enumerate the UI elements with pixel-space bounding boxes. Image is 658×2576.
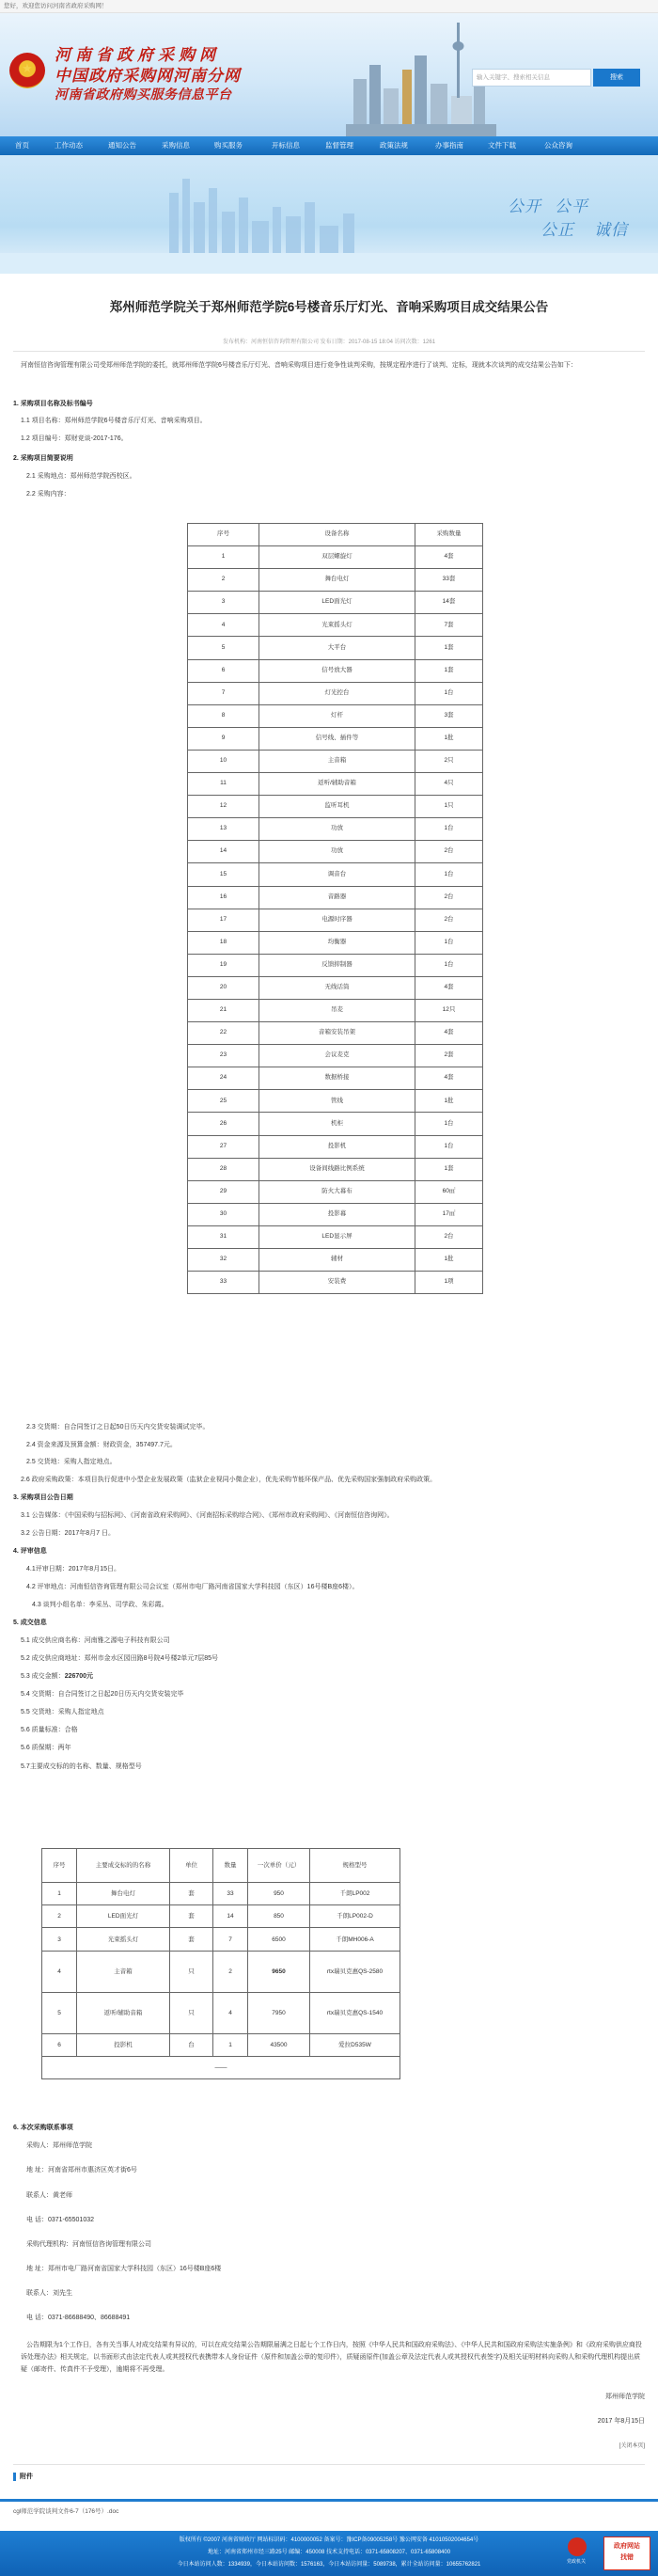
announcement-media: 3.1 公告媒体：《中国采购与招标网》、《河南省政府采购网》、《河南招标采购综合网》、《郑州市政府采购网》、《河南恒信咨询网》。 — [21, 1512, 394, 1519]
equipment-cell: 4套 — [415, 1022, 483, 1045]
delivery-period: 2.3 交货期：自合同签订之日起50日历天内交货安装调试完毕。 — [26, 1424, 210, 1430]
equipment-header-cell: 采购数量 — [415, 524, 483, 546]
equipment-cell: 4套 — [415, 1067, 483, 1090]
top-welcome-bar — [0, 0, 658, 13]
equipment-header-cell: 序号 — [188, 524, 259, 546]
award-amount-value: 226700元 — [64, 1673, 94, 1680]
org-title-line1: 河南省政府采购网 — [55, 46, 220, 65]
award-cell: 2 — [42, 1905, 77, 1928]
award-header-cell: 主要成交标的的名称 — [77, 1849, 170, 1883]
equipment-cell: 12 — [188, 796, 259, 818]
equipment-cell: 30 — [188, 1203, 259, 1225]
footer-address: 地址：河南省郑州市经三路25号 邮编：450008 技术支持电话：0371-65808207、0371-65808400 — [207, 2550, 451, 2555]
equipment-cell: 16 — [188, 886, 259, 909]
award-cell: 千朗MH006-A — [310, 1928, 400, 1952]
equipment-table-row — [188, 886, 483, 909]
equipment-cell: 防火大幕布 — [259, 1180, 415, 1203]
equipment-table-row — [188, 1135, 483, 1158]
equipment-table-header — [188, 524, 483, 546]
equipment-cell: 监听耳机 — [259, 796, 415, 818]
project-number: 1.2 项目编号：郑财竞谈-2017-176。 — [21, 435, 128, 442]
search-button[interactable]: 搜索 — [593, 69, 640, 87]
award-cell: 台 — [170, 2034, 213, 2057]
nav-policies[interactable]: 政策法规 — [380, 141, 408, 150]
equipment-table — [187, 523, 483, 1294]
equipment-cell: 音路器 — [259, 886, 415, 909]
award-cell: 4 — [42, 1952, 77, 1993]
equipment-table-row — [188, 931, 483, 954]
attach-divider — [13, 2464, 645, 2465]
award-cell: 千朗LP002 — [310, 1883, 400, 1905]
slogan-open: 公开 — [508, 198, 541, 216]
equipment-cell: 28 — [188, 1158, 259, 1180]
award-table-row — [42, 1905, 400, 1928]
equipment-cell: 音箱安装吊架 — [259, 1022, 415, 1045]
gov-site-label: 政府网站 — [614, 2543, 640, 2550]
agency-phone: 电 话：0371-86688490、86688491 — [26, 2315, 131, 2321]
award-cell: 1 — [213, 2034, 248, 2057]
equipment-cell: 32 — [188, 1249, 259, 1272]
equipment-table-row — [188, 818, 483, 841]
equipment-table-row — [188, 750, 483, 772]
equipment-cell: 吊麦 — [259, 999, 415, 1021]
org-title-line3: 河南省政府购买服务信息平台 — [55, 87, 232, 103]
equipment-cell: 1套 — [415, 1158, 483, 1180]
equipment-cell: 2只 — [415, 750, 483, 772]
award-cell: 2 — [213, 1952, 248, 1993]
signature-date: 2017 年8月15日 — [597, 2418, 645, 2425]
equipment-table-row — [188, 637, 483, 659]
budget: 2.4 资金来源及预算金额：财政资金，357497.7元。 — [26, 1442, 177, 1448]
signature-org: 郑州师范学院 — [605, 2394, 645, 2400]
award-delivery-place: 5.5 交货地：采购人指定地点 — [21, 1709, 104, 1715]
closing-notice: 公告期限为1个工作日，各有关当事人对成交结果有异议的，可以在成交结果公告期限届满之日起七个工作日内，按照《中华人民共和国政府采购法》、《中华人民共和国政府采购法实施条例》和《政府采购供应商投诉处理办法》相关规定，以书面形式由法定代表人或其授权代表携带本人身份证件（原件和加盖公章的复印件），质疑函原件(加盖公章及法定代表人或其授权代表签字)及相关证明材料向采购人和采购代理机构提出质疑（邮寄件、传真件不予受理），逾期将不再受理。 — [21, 2342, 642, 2373]
equipment-cell: 60㎡ — [415, 1180, 483, 1203]
award-cell: 6500 — [248, 1928, 310, 1952]
equipment-cell: 舞台电灯 — [259, 569, 415, 592]
supplier-address: 5.2 成交供应商地址：郑州市金水区园田路8号院4号楼2单元7层85号 — [21, 1655, 219, 1662]
quality-standard: 5.6 质量标准：合格 — [21, 1727, 78, 1733]
award-footer-cell: —— — [42, 2057, 400, 2079]
supplier-name: 5.1 成交供应商名称：河南雅之源电子科技有限公司 — [21, 1637, 170, 1644]
award-table-row — [42, 1883, 400, 1905]
equipment-table-row — [188, 569, 483, 592]
warranty: 5.6 质保期：两年 — [21, 1745, 71, 1751]
award-cell: 投影机 — [77, 2034, 170, 2057]
award-table-row — [42, 2034, 400, 2057]
equipment-table-row — [188, 976, 483, 999]
award-header-cell: 规格型号 — [310, 1849, 400, 1883]
equipment-cell: 无线话筒 — [259, 976, 415, 999]
project-name: 1.1 项目名称：郑州师范学院6号楼音乐厅灯光、音响采购项目。 — [21, 418, 207, 424]
main-nav — [0, 136, 658, 155]
close-page-link[interactable]: [关闭本页] — [619, 2443, 645, 2449]
award-table-row — [42, 1952, 400, 1993]
equipment-cell: 1批 — [415, 1090, 483, 1113]
equipment-cell: 1批 — [415, 1249, 483, 1272]
award-table-footer — [42, 2057, 400, 2079]
equipment-cell: 19 — [188, 954, 259, 976]
award-cell: rtx瑞贝克惠QS-2580 — [310, 1952, 400, 1993]
equipment-table-row — [188, 727, 483, 750]
award-delivery: 5.4 交货期：自合同签订之日起20日历天内交货安装完毕 — [21, 1691, 184, 1698]
award-cell: 返听/辅助音箱 — [77, 1993, 170, 2034]
equipment-cell: 设备间线路比例系统 — [259, 1158, 415, 1180]
delivery-place: 2.5 交货地：采购人指定地点。 — [26, 1459, 117, 1465]
award-cell: 5 — [42, 1993, 77, 2034]
slogan-honest: 诚信 — [594, 221, 628, 240]
award-cell: 4 — [213, 1993, 248, 2034]
award-cell: 套 — [170, 1928, 213, 1952]
equipment-table-row — [188, 546, 483, 569]
attachment-heading: 附件 — [13, 2473, 33, 2481]
equipment-table-row — [188, 954, 483, 976]
title-divider — [13, 351, 645, 352]
award-cell: 950 — [248, 1883, 310, 1905]
equipment-table-row — [188, 1067, 483, 1090]
equipment-table-row — [188, 1158, 483, 1180]
procurement-location: 2.1 采购地点：郑州师范学院西校区。 — [26, 473, 136, 480]
equipment-cell: 17㎡ — [415, 1203, 483, 1225]
equipment-cell: 1 — [188, 546, 259, 569]
article-meta: 发布机构：河南恒信咨询管理有限公司 发布日期：2017-08-15 18:04 访问次数：1261 — [222, 340, 436, 345]
emblem-star-icon: ★ — [22, 61, 33, 75]
award-header-cell: 序号 — [42, 1849, 77, 1883]
award-cell: 光束摇头灯 — [77, 1928, 170, 1952]
equipment-cell: 2套 — [415, 1045, 483, 1067]
equipment-cell: 4 — [188, 614, 259, 637]
equipment-cell: 3 — [188, 592, 259, 614]
party-gov-badge-icon — [568, 2537, 587, 2556]
agency-name: 采购代理机构：河南恒信咨询管理有限公司 — [26, 2241, 151, 2248]
equipment-table-row — [188, 659, 483, 682]
equipment-table-row — [188, 1180, 483, 1203]
equipment-cell: 31 — [188, 1225, 259, 1248]
equipment-table-row — [188, 1090, 483, 1113]
org-title-line2: 中国政府采购网河南分网 — [55, 67, 241, 86]
equipment-cell: 23 — [188, 1045, 259, 1067]
equipment-cell: 1台 — [415, 863, 483, 886]
equipment-cell: 14 — [188, 841, 259, 863]
equipment-table-row — [188, 841, 483, 863]
equipment-cell: 21 — [188, 999, 259, 1021]
equipment-table-row — [188, 1272, 483, 1294]
equipment-cell: LED显示屏 — [259, 1225, 415, 1248]
equipment-cell: 1台 — [415, 682, 483, 704]
equipment-cell: 2 — [188, 569, 259, 592]
equipment-cell: 13 — [188, 818, 259, 841]
equipment-cell: 1台 — [415, 818, 483, 841]
slogan-fair: 公平 — [555, 198, 588, 216]
award-cell: 爱拉D535W — [310, 2034, 400, 2057]
equipment-cell: 10 — [188, 750, 259, 772]
buyer-name: 采购人：郑州师范学院 — [26, 2142, 92, 2149]
equipment-table-row — [188, 796, 483, 818]
award-table-header — [42, 1849, 400, 1883]
buyer-phone: 电 话：0371-65501032 — [26, 2217, 94, 2223]
award-items-label: 5.7主要成交标的的名称、数量、规格型号 — [21, 1763, 142, 1770]
award-cell: 套 — [170, 1905, 213, 1928]
attachment-bar — [0, 2499, 658, 2502]
equipment-cell: 1批 — [415, 727, 483, 750]
buyer-address: 地 址：河南省郑州市惠济区英才街6号 — [26, 2167, 137, 2173]
negotiation-panel: 4.3 谈判小组名单：李采丛、司学政、朱彩霞。 — [32, 1602, 168, 1608]
award-cell: 14 — [213, 1905, 248, 1928]
nav-supervision[interactable]: 监督管理 — [325, 141, 353, 150]
award-cell: 7950 — [248, 1993, 310, 2034]
equipment-cell: 返听/辅助音箱 — [259, 773, 415, 796]
equipment-table-row — [188, 1022, 483, 1045]
equipment-cell: 20 — [188, 976, 259, 999]
equipment-cell: 24 — [188, 1067, 259, 1090]
equipment-cell: 双层螺旋灯 — [259, 546, 415, 569]
equipment-cell: 7套 — [415, 614, 483, 637]
award-cell: 9650 — [248, 1952, 310, 1993]
equipment-cell: 辅材 — [259, 1249, 415, 1272]
section-1-heading: 1. 采购项目名称及标书编号 — [13, 401, 93, 407]
equipment-cell: 均衡器 — [259, 931, 415, 954]
award-cell: LED面光灯 — [77, 1905, 170, 1928]
equipment-cell: 9 — [188, 727, 259, 750]
equipment-table-row — [188, 682, 483, 704]
equipment-cell: 管线 — [259, 1090, 415, 1113]
equipment-cell: 22 — [188, 1022, 259, 1045]
section-5-heading: 5. 成交信息 — [13, 1620, 47, 1626]
equipment-cell: 功放 — [259, 841, 415, 863]
hero-banner — [0, 155, 658, 274]
equipment-cell: LED面光灯 — [259, 592, 415, 614]
equipment-cell: 主音箱 — [259, 750, 415, 772]
equipment-cell: 4套 — [415, 976, 483, 999]
equipment-cell: 投影幕 — [259, 1203, 415, 1225]
section-3-heading: 3. 采购项目公告日期 — [13, 1494, 73, 1501]
equipment-table-row — [188, 1045, 483, 1067]
award-cell: 舞台电灯 — [77, 1883, 170, 1905]
equipment-cell: 1套 — [415, 659, 483, 682]
equipment-table-row — [188, 1113, 483, 1135]
equipment-cell: 27 — [188, 1135, 259, 1158]
equipment-cell: 29 — [188, 1180, 259, 1203]
equipment-table-row — [188, 909, 483, 931]
equipment-cell: 1台 — [415, 1113, 483, 1135]
award-cell: 7 — [213, 1928, 248, 1952]
equipment-cell: 4套 — [415, 546, 483, 569]
equipment-cell: 信号线、插件等 — [259, 727, 415, 750]
award-cell: 只 — [170, 1993, 213, 2034]
equipment-cell: 15 — [188, 863, 259, 886]
award-table-row — [42, 1993, 400, 2034]
equipment-cell: 33 — [188, 1272, 259, 1294]
equipment-table-row — [188, 773, 483, 796]
award-items-table — [41, 1848, 400, 2079]
equipment-cell: 1只 — [415, 796, 483, 818]
equipment-cell: 反馈抑制器 — [259, 954, 415, 976]
procurement-policy: 2.6 政府采购政策：本项目执行促进中小型企业发展政策（监狱企业视同小微企业），优先采购节能环保产品、优先采购国家强制政府采购政策。 — [21, 1477, 437, 1483]
slogan-just: 公正 — [540, 221, 574, 240]
nav-procurement-info[interactable]: 采购信息 — [162, 141, 190, 150]
page-title: 郑州师范学院关于郑州师范学院6号楼音乐厅灯光、音响采购项目成交结果公告 — [109, 300, 549, 314]
agency-contact: 联系人：刘先生 — [26, 2290, 72, 2297]
equipment-cell: 2台 — [415, 1225, 483, 1248]
announcement-date: 3.2 公告日期：2017年8月7 日。 — [21, 1530, 115, 1537]
equipment-cell: 1项 — [415, 1272, 483, 1294]
equipment-cell: 26 — [188, 1113, 259, 1135]
equipment-table-row — [188, 863, 483, 886]
award-cell: 850 — [248, 1905, 310, 1928]
equipment-cell: 5 — [188, 637, 259, 659]
review-location: 4.2 评审地点：河南恒信咨询管理有限公司会议室（郑州市电厂路河南省国家大学科技园（东区）16号楼B座6楼）。 — [26, 1584, 359, 1590]
equipment-cell: 18 — [188, 931, 259, 954]
equipment-cell: 2台 — [415, 841, 483, 863]
award-cell: 6 — [42, 2034, 77, 2057]
equipment-cell: 信号放大器 — [259, 659, 415, 682]
award-amount — [21, 1672, 93, 1681]
equipment-table-row — [188, 614, 483, 637]
equipment-table-row — [188, 999, 483, 1021]
site-footer — [0, 2531, 658, 2576]
equipment-cell: 4只 — [415, 773, 483, 796]
award-header-cell: 单位 — [170, 1849, 213, 1883]
equipment-cell: 8 — [188, 704, 259, 727]
nav-home[interactable]: 首页 — [15, 141, 29, 150]
find-error-label: 找错 — [620, 2554, 634, 2561]
equipment-cell: 数据桥接 — [259, 1067, 415, 1090]
equipment-cell: 33套 — [415, 569, 483, 592]
party-gov-badge-text: 党政机关 — [566, 2559, 586, 2565]
award-cell: 套 — [170, 1883, 213, 1905]
equipment-cell: 17 — [188, 909, 259, 931]
award-header-cell: 数量 — [213, 1849, 248, 1883]
nav-guide[interactable]: 办事指南 — [435, 141, 463, 150]
header-banner — [0, 13, 658, 136]
equipment-cell: 3套 — [415, 704, 483, 727]
equipment-cell: 2台 — [415, 886, 483, 909]
award-cell: 千朗LP002-D — [310, 1905, 400, 1928]
procurement-content-label: 2.2 采购内容： — [26, 491, 70, 498]
gov-site-error-badge[interactable] — [603, 2536, 650, 2570]
award-cell: 主音箱 — [77, 1952, 170, 1993]
award-header-cell: 一次单价（元） — [248, 1849, 310, 1883]
equipment-cell: 灯杆 — [259, 704, 415, 727]
equipment-table-row — [188, 1249, 483, 1272]
nav-bid-opening[interactable]: 开标信息 — [272, 141, 300, 150]
equipment-cell: 光束摇头灯 — [259, 614, 415, 637]
review-date: 4.1评审日期：2017年8月15日。 — [26, 1566, 120, 1572]
equipment-cell: 1台 — [415, 1135, 483, 1158]
agency-address: 地 址：郑州市电厂路河南省国家大学科技园（东区）16号楼B座6楼 — [26, 2266, 222, 2272]
equipment-header-cell: 设备名称 — [259, 524, 415, 546]
award-cell: 只 — [170, 1952, 213, 1993]
equipment-table-row — [188, 1225, 483, 1248]
equipment-cell: 会议麦克 — [259, 1045, 415, 1067]
equipment-cell: 投影机 — [259, 1135, 415, 1158]
equipment-cell: 12只 — [415, 999, 483, 1021]
equipment-cell: 1套 — [415, 637, 483, 659]
equipment-cell: 25 — [188, 1090, 259, 1113]
award-cell: 43500 — [248, 2034, 310, 2057]
equipment-cell: 灯光控台 — [259, 682, 415, 704]
attachment-link[interactable]: cgl师范学院谈判文件6-7（176号）.doc — [13, 2508, 119, 2515]
equipment-cell: 功放 — [259, 818, 415, 841]
buyer-contact: 联系人：黄老师 — [26, 2192, 72, 2199]
nav-downloads[interactable]: 文件下载 — [488, 141, 516, 150]
footer-copyright: 版权所有 ©2007 河南省财政厅 网站标识码：4100000052 备案号：豫ICP备09005258号 豫公网安备 41010502004654号 — [179, 2537, 479, 2543]
equipment-table-row — [188, 592, 483, 614]
equipment-cell: 1台 — [415, 931, 483, 954]
nav-purchase-services[interactable]: 购买服务 — [214, 141, 243, 150]
equipment-cell: 6 — [188, 659, 259, 682]
article-intro: 河南恒信咨询管理有限公司受郑州师范学院的委托，就郑州师范学院6号楼音乐厅灯光、音响采购项目进行竞争性谈判采购，按规定程序进行了谈判、定标，现就本次谈判的成交结果公告如下： — [21, 362, 577, 369]
section-6-heading: 6. 本次采购联系事项 — [13, 2125, 73, 2131]
nav-notices[interactable]: 通知公告 — [108, 141, 136, 150]
equipment-cell: 1台 — [415, 954, 483, 976]
equipment-cell: 机柜 — [259, 1113, 415, 1135]
equipment-cell: 电源时序器 — [259, 909, 415, 931]
award-cell: 1 — [42, 1883, 77, 1905]
equipment-cell: 7 — [188, 682, 259, 704]
nav-public-consult[interactable]: 公众咨询 — [544, 141, 572, 150]
welcome-text: 您好，欢迎您访问河南省政府采购网！ — [4, 3, 108, 9]
equipment-table-row — [188, 704, 483, 727]
section-2-heading: 2. 采购项目简要说明 — [13, 455, 73, 462]
award-amount-label: 5.3 成交金额： — [21, 1673, 65, 1680]
equipment-cell: 大平台 — [259, 637, 415, 659]
section-4-heading: 4. 评审信息 — [13, 1548, 47, 1555]
equipment-cell: 调音台 — [259, 863, 415, 886]
search-input[interactable]: 输入关键字、搜索相关信息 — [472, 69, 591, 87]
award-cell: 33 — [213, 1883, 248, 1905]
equipment-cell: 11 — [188, 773, 259, 796]
award-table-row — [42, 1928, 400, 1952]
award-cell: rtx瑞贝克惠QS-1540 — [310, 1993, 400, 2034]
footer-stats: 今日本站访问人数：1334939，今日本站访问数：1576163，今日本站访问量：5089738，累计全站访问量：10655762821 — [177, 2562, 481, 2568]
award-cell: 3 — [42, 1928, 77, 1952]
equipment-cell: 14套 — [415, 592, 483, 614]
equipment-cell: 安装费 — [259, 1272, 415, 1294]
nav-work-news[interactable]: 工作动态 — [55, 141, 83, 150]
equipment-table-row — [188, 1203, 483, 1225]
equipment-cell: 2台 — [415, 909, 483, 931]
